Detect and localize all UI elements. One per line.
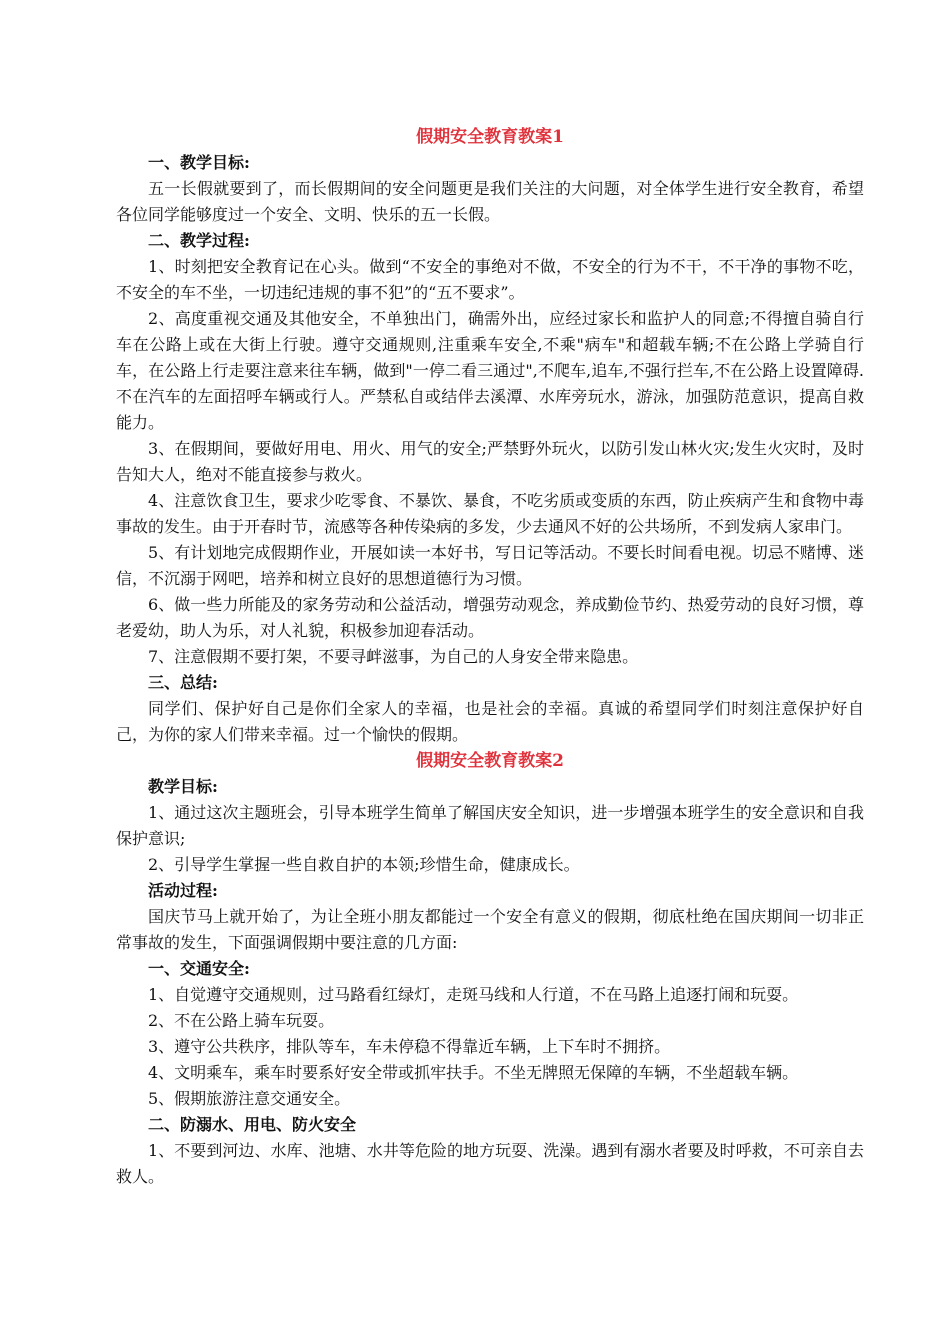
section1-summary-paragraph: 同学们、保护好自己是你们全家人的幸福，也是社会的幸福。真诚的希望同学们时刻注意保护好自己，为你的家人们带来幸福。过一个愉快的假期。 (116, 699, 864, 744)
section2-traffic-item-2: 2、不在公路上骑车玩耍。 (148, 1011, 335, 1030)
section2-goal-heading: 教学目标: (148, 777, 218, 796)
section1-item-6: 6、做一些力所能及的家务劳动和公益活动，增强劳动观念，养成勤俭节约、热爱劳动的良好习惯，尊老爱幼，助人为乐，对人礼貌，积极参加迎春活动。 (116, 595, 864, 640)
section2-intro-paragraph: 国庆节马上就开始了，为让全班小朋友都能过一个安全有意义的假期，彻底杜绝在国庆期间一切非正常事故的发生，下面强调假期中要注意的几方面: (116, 907, 864, 952)
section1-goal-paragraph: 五一长假就要到了，而长假期间的安全问题更是我们关注的大问题，对全体学生进行安全教育，希望各位同学能够度过一个安全、文明、快乐的五一长假。 (116, 179, 864, 224)
section2-goal-item-2: 2、引导学生掌握一些自救自护的本领;珍惜生命，健康成长。 (148, 855, 580, 874)
section1-title: 假期安全教育教案1 (416, 127, 564, 147)
section1-goal-heading: 一、教学目标: (148, 153, 250, 172)
section2-water-item-1: 1、不要到河边、水库、池塘、水井等危险的地方玩耍、洗澡。遇到有溺水者要及时呼救，不可亲自去救人。 (116, 1141, 864, 1186)
section1-item-1: 1、时刻把安全教育记在心头。做到“不安全的事绝对不做，不安全的行为不干，不干净的事物不吃，不安全的车不坐，一切违纪违规的事不犯”的“五不要求”。 (116, 257, 864, 302)
section1-process-heading: 二、教学过程: (148, 231, 250, 250)
section2-traffic-item-1: 1、自觉遵守交通规则，过马路看红绿灯，走斑马线和人行道，不在马路上追逐打闹和玩耍。 (148, 985, 799, 1004)
section1-item-4: 4、注意饮食卫生，要求少吃零食、不暴饮、暴食，不吃劣质或变质的东西，防止疾病产生和食物中毒事故的发生。由于开春时节，流感等各种传染病的多发，少去通风不好的公共场所，不到发病人家串门。 (116, 491, 864, 536)
section2-activity-heading: 活动过程: (148, 881, 218, 900)
section1-item-3: 3、在假期间，要做好用电、用火、用气的安全;严禁野外玩火，以防引发山林火灾;发生火灾时，及时告知大人，绝对不能直接参与救火。 (116, 439, 864, 484)
section2-traffic-heading: 一、交通安全: (148, 959, 250, 978)
document-page (116, 120, 864, 1190)
section1-summary-heading: 三、总结: (148, 673, 218, 692)
section2-traffic-item-5: 5、假期旅游注意交通安全。 (148, 1089, 351, 1108)
section2-title: 假期安全教育教案2 (416, 751, 564, 771)
section2-traffic-item-3: 3、遵守公共秩序，排队等车，车未停稳不得靠近车辆，上下车时不拥挤。 (148, 1037, 671, 1056)
section1-item-5: 5、有计划地完成假期作业，开展如读一本好书，写日记等活动。不要长时间看电视。切忌不赌博、迷信，不沉溺于网吧，培养和树立良好的思想道德行为习惯。 (116, 543, 864, 588)
section2-traffic-item-4: 4、文明乘车，乘车时要系好安全带或抓牢扶手。不坐无牌照无保障的车辆，不坐超载车辆。 (148, 1063, 799, 1082)
section1-item-2: 2、高度重视交通及其他安全，不单独出门，确需外出，应经过家长和监护人的同意;不得擅自骑自行车在公路上或在大街上行驶。遵守交通规则,注重乘车安全,不乘"病车"和超载车辆;不在公路上学骑自行车，在公路上行走要注意来往车辆，做到"一停二看三通过",不爬车,追车,不强行拦车,不在公路上设置障碍.不在汽车的左面招呼车辆或行人。严禁私自或结伴去溪潭、水库旁玩水，游泳，加强防范意识，提高自救能力。 (116, 309, 864, 432)
section1-item-7: 7、注意假期不要打架，不要寻衅滋事，为自己的人身安全带来隐患。 (148, 647, 639, 666)
section2-goal-item-1: 1、通过这次主题班会，引导本班学生简单了解国庆安全知识，进一步增强本班学生的安全意识和自我保护意识; (116, 803, 864, 848)
section2-water-heading: 二、防溺水、用电、防火安全 (148, 1115, 357, 1134)
